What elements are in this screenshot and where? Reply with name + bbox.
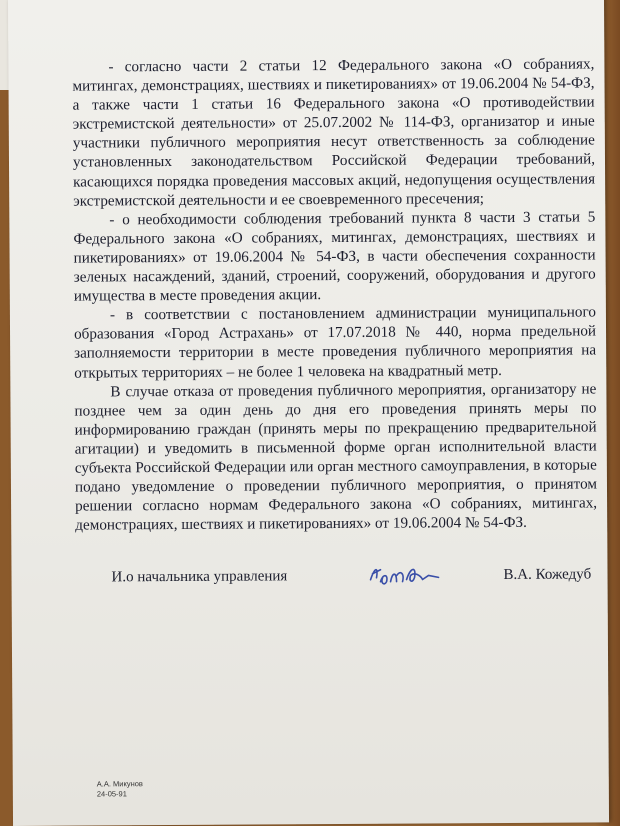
signature-block — [111, 566, 611, 593]
paragraph-refusal: В случае отказа от проведения публичного мероприятия, организатору не позднее чем за один день до дня его проведения принять меры по информированию граждан (принять меры по прекращению предварительной агитации) и уведомить в письменной форме орган исполнительной власти субъекта Российской Федерации или орган местного самоуправления, в которые подано уведомление о проведении публичного мероприятия, о принятом решении согласно нормам Федерального закона «О собраниях, митингах, демонстрациях, шествиях и пикетированиях» от 19.06.2004 № 54-ФЗ. — [74, 380, 598, 534]
handwritten-signature — [366, 559, 446, 589]
executor-name: А.А. Микунов — [96, 779, 143, 789]
paragraph-occupancy-norm: - в соответствии с постановлением администрации муниципального образования «Город Астрахань» от 17.07.2018 № 440, норма предельной заполняемости территории в месте проведения публичного мероприятия на открытых территориях – не более 1 человека на квадратный метр. — [73, 303, 597, 382]
signatory-title: И.о начальника управления — [111, 568, 288, 586]
document-body — [72, 54, 597, 535]
paragraph-green-spaces: - о необходимости соблюдения требований пункта 8 части 3 статьи 5 Федерального закона «О собраниях, митингах, демонстрациях, шествиях и пикетированиях» от 19.06.2004 № 54-ФЗ, в части обеспечения сохранности зеленых насаждений, зданий, строений, сооружений, оборудования и другого имущества в месте проведения акции. — [73, 208, 596, 305]
document-page — [8, 0, 609, 826]
signatory-name: В.А. Кожедуб — [503, 566, 592, 583]
executor-phone: 24-05-91 — [96, 789, 127, 799]
paragraph-responsibility: - согласно части 2 статьи 12 Федерального закона «О собраниях, митингах, демонстрациях, шествиях и пикетированиях» от 19.06.2004 № 54-ФЗ, а также части 1 статьи 16 Федерального закона «О противодействии экстремистской деятельности» от 25.07.2002 № 114-ФЗ, организатор и иные участники публичного мероприятия несут ответственность за соблюдение установленных законодательством Российской Федерации требований, касающихся порядка проведения массовых акций, недопущения осуществления экстремистской деятельности и ее своевременного пресечения; — [72, 55, 596, 210]
executor-footer — [97, 779, 143, 799]
